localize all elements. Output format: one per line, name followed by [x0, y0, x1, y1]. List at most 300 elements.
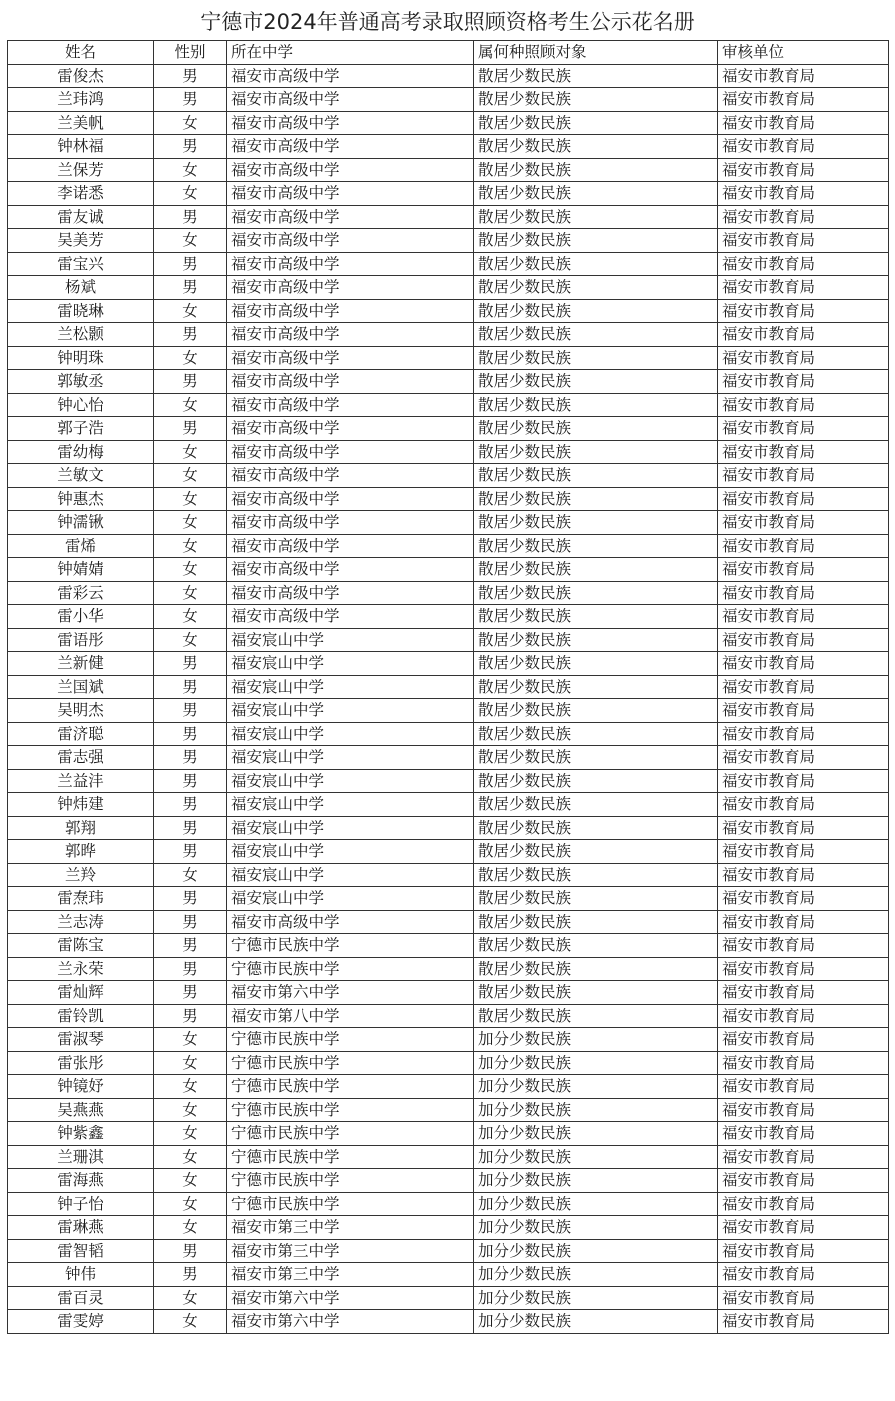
name-cell: 郭敏丞: [8, 370, 154, 394]
gender-cell: 男: [154, 934, 227, 958]
gender-cell: 女: [154, 1286, 227, 1310]
reviewer-cell: 福安市教育局: [718, 1028, 889, 1052]
gender-cell: 女: [154, 182, 227, 206]
name-cell: 钟濡锹: [8, 511, 154, 535]
table-row: [8, 393, 889, 417]
category-cell: 散居少数民族: [474, 558, 718, 582]
category-cell: 散居少数民族: [474, 957, 718, 981]
school-cell: 福安市高级中学: [227, 182, 474, 206]
name-cell: 雷淑琴: [8, 1028, 154, 1052]
reviewer-cell: 福安市教育局: [718, 1075, 889, 1099]
table-row: [8, 1169, 889, 1193]
school-cell: 福安市高级中学: [227, 323, 474, 347]
table-row: [8, 1216, 889, 1240]
category-cell: 散居少数民族: [474, 887, 718, 911]
reviewer-cell: 福安市教育局: [718, 88, 889, 112]
category-cell: 加分少数民族: [474, 1051, 718, 1075]
reviewer-cell: 福安市教育局: [718, 182, 889, 206]
name-cell: 雷志强: [8, 746, 154, 770]
gender-cell: 女: [154, 1192, 227, 1216]
name-cell: 钟婧婧: [8, 558, 154, 582]
gender-cell: 女: [154, 863, 227, 887]
category-cell: 散居少数民族: [474, 863, 718, 887]
category-cell: 散居少数民族: [474, 158, 718, 182]
reviewer-cell: 福安市教育局: [718, 299, 889, 323]
reviewer-cell: 福安市教育局: [718, 793, 889, 817]
reviewer-cell: 福安市教育局: [718, 534, 889, 558]
reviewer-cell: 福安市教育局: [718, 229, 889, 253]
name-cell: 兰保芳: [8, 158, 154, 182]
reviewer-cell: 福安市教育局: [718, 1169, 889, 1193]
table-row: [8, 746, 889, 770]
reviewer-cell: 福安市教育局: [718, 910, 889, 934]
category-cell: 加分少数民族: [474, 1169, 718, 1193]
gender-cell: 女: [154, 299, 227, 323]
school-cell: 福安市第六中学: [227, 1286, 474, 1310]
gender-cell: 女: [154, 464, 227, 488]
school-cell: 福安市高级中学: [227, 135, 474, 159]
school-cell: 福安宸山中学: [227, 699, 474, 723]
gender-cell: 男: [154, 88, 227, 112]
table-row: [8, 1051, 889, 1075]
table-row: [8, 64, 889, 88]
table-row: [8, 511, 889, 535]
reviewer-cell: 福安市教育局: [718, 957, 889, 981]
category-cell: 散居少数民族: [474, 417, 718, 441]
school-cell: 福安宸山中学: [227, 628, 474, 652]
category-cell: 加分少数民族: [474, 1075, 718, 1099]
school-cell: 福安市高级中学: [227, 581, 474, 605]
gender-cell: 男: [154, 1239, 227, 1263]
reviewer-cell: 福安市教育局: [718, 417, 889, 441]
name-cell: 雷雯婷: [8, 1310, 154, 1334]
gender-cell: 女: [154, 581, 227, 605]
school-cell: 福安市高级中学: [227, 511, 474, 535]
table-row: [8, 229, 889, 253]
table-row: [8, 182, 889, 206]
name-cell: 雷烯: [8, 534, 154, 558]
reviewer-cell: 福安市教育局: [718, 628, 889, 652]
gender-cell: 男: [154, 887, 227, 911]
category-cell: 加分少数民族: [474, 1192, 718, 1216]
reviewer-cell: 福安市教育局: [718, 1239, 889, 1263]
gender-cell: 男: [154, 205, 227, 229]
header-gender: 性别: [154, 41, 227, 65]
name-cell: 钟镜妤: [8, 1075, 154, 1099]
gender-cell: 男: [154, 793, 227, 817]
name-cell: 钟紫鑫: [8, 1122, 154, 1146]
name-cell: 雷幼梅: [8, 440, 154, 464]
category-cell: 散居少数民族: [474, 323, 718, 347]
reviewer-cell: 福安市教育局: [718, 605, 889, 629]
school-cell: 福安市高级中学: [227, 111, 474, 135]
table-row: [8, 793, 889, 817]
school-cell: 福安市高级中学: [227, 88, 474, 112]
table-row: [8, 1310, 889, 1334]
reviewer-cell: 福安市教育局: [718, 511, 889, 535]
category-cell: 散居少数民族: [474, 793, 718, 817]
gender-cell: 男: [154, 417, 227, 441]
school-cell: 宁德市民族中学: [227, 1169, 474, 1193]
name-cell: 雷海燕: [8, 1169, 154, 1193]
school-cell: 福安市高级中学: [227, 487, 474, 511]
gender-cell: 女: [154, 487, 227, 511]
document-title: 宁德市2024年普通高考录取照顾资格考生公示花名册: [200, 10, 695, 34]
table-row: [8, 88, 889, 112]
name-cell: 钟伟: [8, 1263, 154, 1287]
reviewer-cell: 福安市教育局: [718, 370, 889, 394]
reviewer-cell: 福安市教育局: [718, 64, 889, 88]
category-cell: 散居少数民族: [474, 816, 718, 840]
reviewer-cell: 福安市教育局: [718, 1192, 889, 1216]
category-cell: 散居少数民族: [474, 675, 718, 699]
table-row: [8, 816, 889, 840]
category-cell: 加分少数民族: [474, 1310, 718, 1334]
name-cell: 雷百灵: [8, 1286, 154, 1310]
school-cell: 宁德市民族中学: [227, 1051, 474, 1075]
gender-cell: 男: [154, 323, 227, 347]
reviewer-cell: 福安市教育局: [718, 652, 889, 676]
school-cell: 福安市第六中学: [227, 981, 474, 1005]
category-cell: 散居少数民族: [474, 581, 718, 605]
gender-cell: 男: [154, 252, 227, 276]
gender-cell: 女: [154, 1216, 227, 1240]
school-cell: 宁德市民族中学: [227, 1075, 474, 1099]
gender-cell: 男: [154, 675, 227, 699]
school-cell: 福安宸山中学: [227, 769, 474, 793]
reviewer-cell: 福安市教育局: [718, 675, 889, 699]
category-cell: 散居少数民族: [474, 628, 718, 652]
reviewer-cell: 福安市教育局: [718, 816, 889, 840]
school-cell: 福安宸山中学: [227, 793, 474, 817]
name-cell: 雷铃凯: [8, 1004, 154, 1028]
name-cell: 兰珊淇: [8, 1145, 154, 1169]
reviewer-cell: 福安市教育局: [718, 252, 889, 276]
school-cell: 福安宸山中学: [227, 863, 474, 887]
gender-cell: 女: [154, 393, 227, 417]
reviewer-cell: 福安市教育局: [718, 323, 889, 347]
table-row: [8, 887, 889, 911]
school-cell: 福安市高级中学: [227, 417, 474, 441]
name-cell: 钟心怡: [8, 393, 154, 417]
category-cell: 散居少数民族: [474, 511, 718, 535]
reviewer-cell: 福安市教育局: [718, 699, 889, 723]
gender-cell: 女: [154, 628, 227, 652]
school-cell: 福安宸山中学: [227, 746, 474, 770]
table-row: [8, 417, 889, 441]
table-row: [8, 652, 889, 676]
category-cell: 加分少数民族: [474, 1239, 718, 1263]
table-row: [8, 205, 889, 229]
gender-cell: 女: [154, 1075, 227, 1099]
table-row: [8, 1263, 889, 1287]
gender-cell: 女: [154, 1169, 227, 1193]
school-cell: 福安市高级中学: [227, 64, 474, 88]
category-cell: 加分少数民族: [474, 1028, 718, 1052]
reviewer-cell: 福安市教育局: [718, 581, 889, 605]
school-cell: 福安市第八中学: [227, 1004, 474, 1028]
table-row: [8, 1192, 889, 1216]
reviewer-cell: 福安市教育局: [718, 1098, 889, 1122]
gender-cell: 男: [154, 769, 227, 793]
table-row: [8, 605, 889, 629]
name-cell: 钟林福: [8, 135, 154, 159]
table-row: [8, 1075, 889, 1099]
school-cell: 福安宸山中学: [227, 652, 474, 676]
name-cell: 钟子怡: [8, 1192, 154, 1216]
category-cell: 散居少数民族: [474, 182, 718, 206]
category-cell: 散居少数民族: [474, 722, 718, 746]
reviewer-cell: 福安市教育局: [718, 769, 889, 793]
category-cell: 散居少数民族: [474, 1004, 718, 1028]
name-cell: 郭翔: [8, 816, 154, 840]
name-cell: 兰国斌: [8, 675, 154, 699]
category-cell: 散居少数民族: [474, 981, 718, 1005]
category-cell: 加分少数民族: [474, 1286, 718, 1310]
reviewer-cell: 福安市教育局: [718, 1145, 889, 1169]
gender-cell: 男: [154, 722, 227, 746]
name-cell: 雷焘玮: [8, 887, 154, 911]
reviewer-cell: 福安市教育局: [718, 981, 889, 1005]
reviewer-cell: 福安市教育局: [718, 1122, 889, 1146]
gender-cell: 男: [154, 699, 227, 723]
gender-cell: 女: [154, 229, 227, 253]
reviewer-cell: 福安市教育局: [718, 346, 889, 370]
name-cell: 钟炜建: [8, 793, 154, 817]
category-cell: 散居少数民族: [474, 934, 718, 958]
gender-cell: 男: [154, 1263, 227, 1287]
reviewer-cell: 福安市教育局: [718, 205, 889, 229]
reviewer-cell: 福安市教育局: [718, 863, 889, 887]
name-cell: 雷宝兴: [8, 252, 154, 276]
name-cell: 李诺悉: [8, 182, 154, 206]
table-row: [8, 1122, 889, 1146]
name-cell: 杨斌: [8, 276, 154, 300]
name-cell: 雷济聪: [8, 722, 154, 746]
gender-cell: 男: [154, 816, 227, 840]
table-row: [8, 558, 889, 582]
name-cell: 兰玮鸿: [8, 88, 154, 112]
table-row: [8, 464, 889, 488]
table-row: [8, 1286, 889, 1310]
table-row: [8, 346, 889, 370]
category-cell: 散居少数民族: [474, 252, 718, 276]
reviewer-cell: 福安市教育局: [718, 1310, 889, 1334]
header-name: 姓名: [8, 41, 154, 65]
school-cell: 宁德市民族中学: [227, 1145, 474, 1169]
name-cell: 郭子浩: [8, 417, 154, 441]
school-cell: 宁德市民族中学: [227, 957, 474, 981]
school-cell: 宁德市民族中学: [227, 1192, 474, 1216]
gender-cell: 男: [154, 64, 227, 88]
name-cell: 兰敏文: [8, 464, 154, 488]
school-cell: 福安市高级中学: [227, 205, 474, 229]
gender-cell: 男: [154, 652, 227, 676]
table-row: [8, 370, 889, 394]
school-cell: 福安市高级中学: [227, 299, 474, 323]
table-row: [8, 840, 889, 864]
name-cell: 雷陈宝: [8, 934, 154, 958]
gender-cell: 女: [154, 111, 227, 135]
table-row: [8, 534, 889, 558]
school-cell: 福安市高级中学: [227, 558, 474, 582]
category-cell: 散居少数民族: [474, 205, 718, 229]
table-row: [8, 323, 889, 347]
gender-cell: 男: [154, 981, 227, 1005]
category-cell: 散居少数民族: [474, 652, 718, 676]
table-row: [8, 252, 889, 276]
name-cell: 吴燕燕: [8, 1098, 154, 1122]
name-cell: 雷友诚: [8, 205, 154, 229]
reviewer-cell: 福安市教育局: [718, 111, 889, 135]
reviewer-cell: 福安市教育局: [718, 440, 889, 464]
roster-table: [7, 40, 889, 1334]
table-row: [8, 769, 889, 793]
category-cell: 散居少数民族: [474, 299, 718, 323]
reviewer-cell: 福安市教育局: [718, 746, 889, 770]
reviewer-cell: 福安市教育局: [718, 487, 889, 511]
gender-cell: 男: [154, 746, 227, 770]
table-body: [8, 64, 889, 1333]
category-cell: 散居少数民族: [474, 605, 718, 629]
table-row: [8, 1145, 889, 1169]
category-cell: 散居少数民族: [474, 534, 718, 558]
gender-cell: 男: [154, 957, 227, 981]
table-row: [8, 299, 889, 323]
school-cell: 宁德市民族中学: [227, 934, 474, 958]
category-cell: 加分少数民族: [474, 1098, 718, 1122]
reviewer-cell: 福安市教育局: [718, 840, 889, 864]
school-cell: 福安宸山中学: [227, 840, 474, 864]
gender-cell: 男: [154, 1004, 227, 1028]
table-row: [8, 722, 889, 746]
table-row: [8, 863, 889, 887]
category-cell: 散居少数民族: [474, 464, 718, 488]
name-cell: 兰松颢: [8, 323, 154, 347]
gender-cell: 女: [154, 605, 227, 629]
gender-cell: 女: [154, 440, 227, 464]
reviewer-cell: 福安市教育局: [718, 393, 889, 417]
gender-cell: 女: [154, 511, 227, 535]
table-row: [8, 957, 889, 981]
reviewer-cell: 福安市教育局: [718, 934, 889, 958]
name-cell: 郭晔: [8, 840, 154, 864]
school-cell: 福安市高级中学: [227, 910, 474, 934]
category-cell: 散居少数民族: [474, 64, 718, 88]
category-cell: 散居少数民族: [474, 769, 718, 793]
gender-cell: 女: [154, 1145, 227, 1169]
category-cell: 散居少数民族: [474, 111, 718, 135]
category-cell: 散居少数民族: [474, 346, 718, 370]
category-cell: 散居少数民族: [474, 229, 718, 253]
school-cell: 福安宸山中学: [227, 675, 474, 699]
name-cell: 兰新健: [8, 652, 154, 676]
table-row: [8, 1004, 889, 1028]
reviewer-cell: 福安市教育局: [718, 158, 889, 182]
name-cell: 兰羚: [8, 863, 154, 887]
category-cell: 加分少数民族: [474, 1145, 718, 1169]
reviewer-cell: 福安市教育局: [718, 1216, 889, 1240]
name-cell: 雷小华: [8, 605, 154, 629]
reviewer-cell: 福安市教育局: [718, 558, 889, 582]
school-cell: 福安宸山中学: [227, 722, 474, 746]
school-cell: 福安市高级中学: [227, 252, 474, 276]
table-row: [8, 276, 889, 300]
gender-cell: 女: [154, 534, 227, 558]
table-row: [8, 675, 889, 699]
reviewer-cell: 福安市教育局: [718, 276, 889, 300]
reviewer-cell: 福安市教育局: [718, 1286, 889, 1310]
category-cell: 散居少数民族: [474, 276, 718, 300]
school-cell: 福安市高级中学: [227, 276, 474, 300]
gender-cell: 女: [154, 1028, 227, 1052]
name-cell: 雷语彤: [8, 628, 154, 652]
school-cell: 宁德市民族中学: [227, 1098, 474, 1122]
school-cell: 福安市高级中学: [227, 229, 474, 253]
gender-cell: 女: [154, 558, 227, 582]
gender-cell: 男: [154, 370, 227, 394]
reviewer-cell: 福安市教育局: [718, 135, 889, 159]
header-reviewer: 审核单位: [718, 41, 889, 65]
school-cell: 福安市第三中学: [227, 1239, 474, 1263]
name-cell: 雷琳燕: [8, 1216, 154, 1240]
table-row: [8, 581, 889, 605]
header-category: 属何种照顾对象: [474, 41, 718, 65]
school-cell: 福安市高级中学: [227, 464, 474, 488]
name-cell: 兰美帆: [8, 111, 154, 135]
table-row: [8, 981, 889, 1005]
category-cell: 散居少数民族: [474, 840, 718, 864]
name-cell: 吴明杰: [8, 699, 154, 723]
school-cell: 福安市高级中学: [227, 440, 474, 464]
category-cell: 加分少数民族: [474, 1216, 718, 1240]
school-cell: 福安市高级中学: [227, 370, 474, 394]
school-cell: 福安市高级中学: [227, 534, 474, 558]
gender-cell: 男: [154, 276, 227, 300]
name-cell: 吴美芳: [8, 229, 154, 253]
name-cell: 兰志涛: [8, 910, 154, 934]
reviewer-cell: 福安市教育局: [718, 1004, 889, 1028]
category-cell: 散居少数民族: [474, 440, 718, 464]
category-cell: 散居少数民族: [474, 393, 718, 417]
category-cell: 加分少数民族: [474, 1263, 718, 1287]
reviewer-cell: 福安市教育局: [718, 464, 889, 488]
name-cell: 钟明珠: [8, 346, 154, 370]
school-cell: 福安宸山中学: [227, 816, 474, 840]
school-cell: 宁德市民族中学: [227, 1122, 474, 1146]
table-row: [8, 111, 889, 135]
gender-cell: 男: [154, 135, 227, 159]
school-cell: 福安市高级中学: [227, 605, 474, 629]
gender-cell: 女: [154, 158, 227, 182]
name-cell: 雷俊杰: [8, 64, 154, 88]
school-cell: 宁德市民族中学: [227, 1028, 474, 1052]
school-cell: 福安市高级中学: [227, 346, 474, 370]
name-cell: 雷灿辉: [8, 981, 154, 1005]
table-header-row: [8, 41, 889, 65]
reviewer-cell: 福安市教育局: [718, 1051, 889, 1075]
reviewer-cell: 福安市教育局: [718, 887, 889, 911]
name-cell: 兰永荣: [8, 957, 154, 981]
table-row: [8, 1239, 889, 1263]
gender-cell: 男: [154, 840, 227, 864]
gender-cell: 女: [154, 1098, 227, 1122]
category-cell: 散居少数民族: [474, 88, 718, 112]
school-cell: 福安市高级中学: [227, 393, 474, 417]
school-cell: 福安市第三中学: [227, 1216, 474, 1240]
gender-cell: 女: [154, 346, 227, 370]
school-cell: 福安市高级中学: [227, 158, 474, 182]
